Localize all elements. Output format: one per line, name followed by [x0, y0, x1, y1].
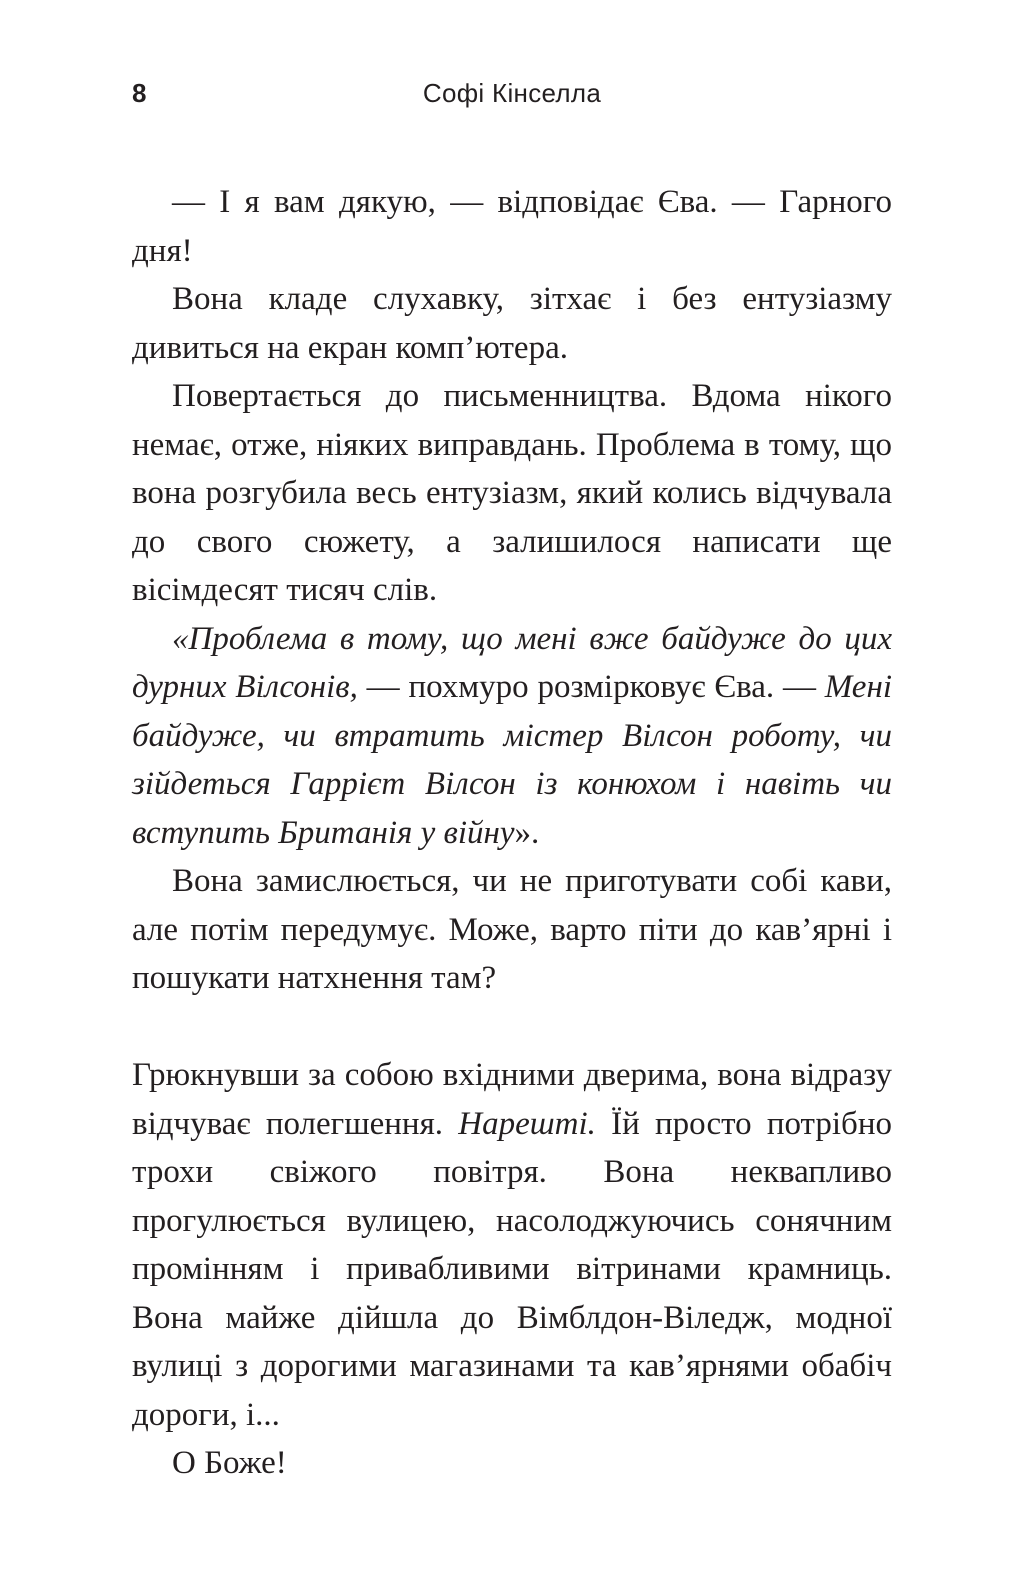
page-header: [132, 78, 892, 118]
text-run: Їй просто потрібно трохи свіжого повітря. Вона неквапливо прогулюється вулицею, насолоджуючись сонячним промінням і привабливими вітринами крамниць. Вона майже дійшла до Вімблдон-Віледж, модної вулиці з дорогими магазинами та кав’ярнями обабіч дороги, і...: [132, 1105, 892, 1433]
paragraph: [132, 178, 892, 275]
text-run: Вона замислюється, чи не приготувати собі кави, але потім передумує. Може, варто піти до кав’ярні і пошукати натхнення там?: [132, 863, 892, 996]
paragraph: [132, 275, 892, 372]
paragraph: [132, 1051, 892, 1439]
paragraph: [132, 372, 892, 615]
italic-text: Мені байдуже, чи втратить містер Вілсон роботу, чи зійдеться Гаррієт Вілсон із конюхом і навіть чи вступить Британія у війну: [132, 669, 892, 851]
italic-text: «Проблема в тому, що мені вже байдуже до цих дурних Вілсонів,: [132, 620, 892, 705]
text-run: О Боже!: [172, 1445, 287, 1481]
text-run: Вона кладе слухавку, зітхає і без ентузіазму дивиться на екран комп’ютера.: [132, 281, 892, 366]
paragraph: [132, 615, 892, 858]
paragraph: [132, 857, 892, 1003]
body-text: [132, 178, 892, 1488]
text-run: — похмуро розмірковує Єва. —: [357, 669, 825, 705]
text-run: ».: [514, 814, 540, 851]
paragraph: [132, 1439, 892, 1488]
text-run: — І я вам дякую, — відповідає Єва. — Гарного дня!: [132, 184, 892, 269]
italic-text: Нарешті.: [458, 1105, 596, 1142]
text-run: Повертається до письменництва. Вдома нікого немає, отже, ніяких виправдань. Проблема в тому, що вона розгубила весь ентузіазм, який колись відчувала до свого сюжету, а залишилося написати ще вісімдесят тисяч слів.: [132, 378, 892, 608]
page-number: 8: [132, 78, 147, 108]
running-head-author: Софі Кінселла: [422, 78, 602, 108]
text-run: Грюкнувши за собою вхідними дверима, вона відразу відчуває полегшення.: [132, 1057, 892, 1142]
